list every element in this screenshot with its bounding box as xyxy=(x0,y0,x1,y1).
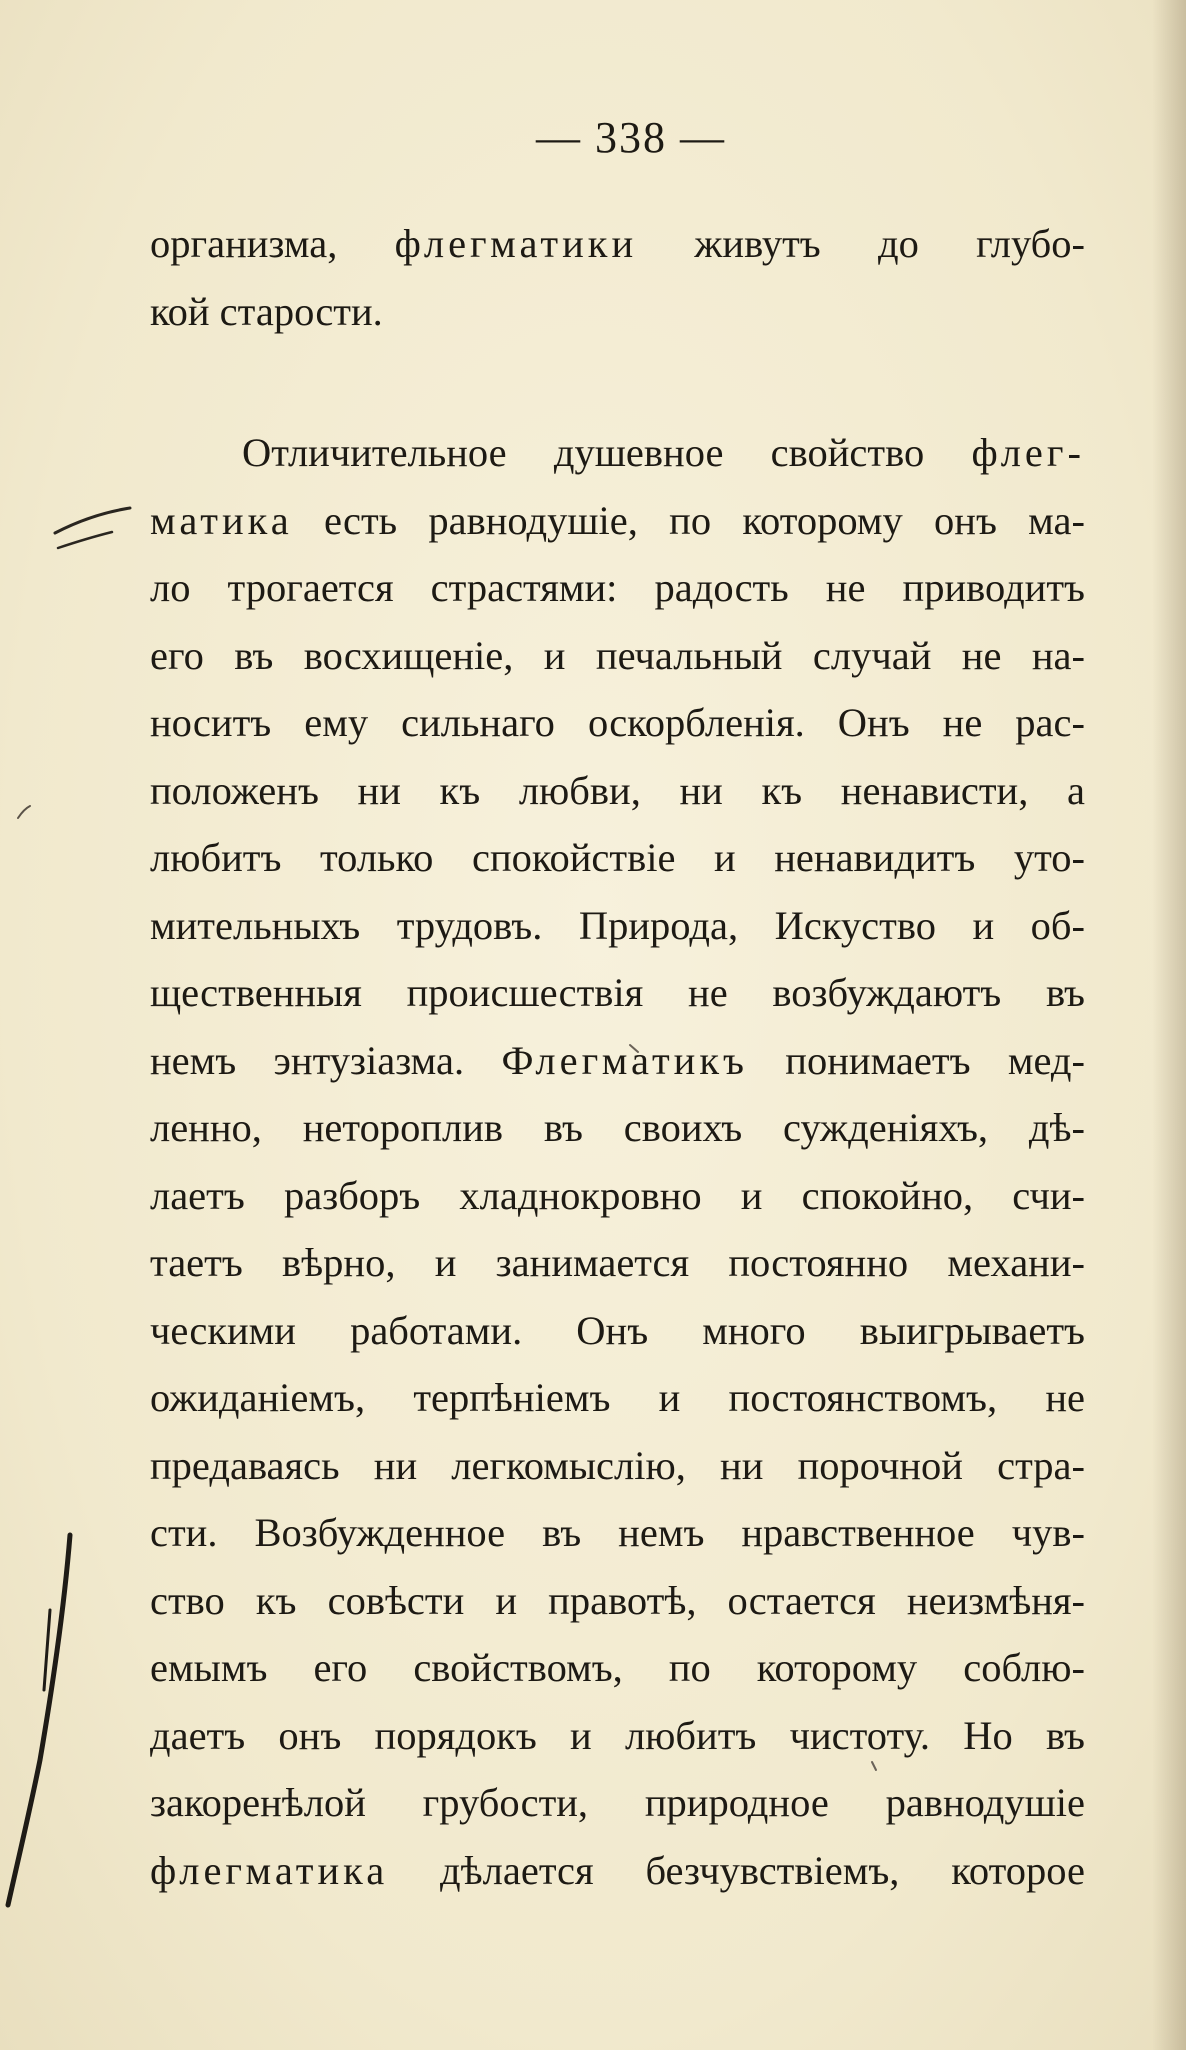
text-line: таетъ вѣрно, и занимается постоянно механи- xyxy=(150,1240,1085,1285)
text-line: ство къ совѣсти и правотѣ, остается неизмѣня- xyxy=(150,1577,1085,1623)
pencil-margin-bracket xyxy=(8,1535,70,1905)
text-line: носитъ ему сильнаго оскорбленія. Онъ не рас- xyxy=(150,700,1085,745)
text-line: положенъ ни къ любви, ни къ ненависти, а xyxy=(150,767,1085,813)
text-line: организма, флегматики живутъ до глубо- xyxy=(150,221,1086,266)
text-line: любитъ только спокойствіе и ненавидитъ уто- xyxy=(150,835,1085,880)
text-line: даетъ онъ порядокъ и любитъ чистоту. Но въ xyxy=(150,1712,1085,1758)
text-line: немъ энтузіазма. Флегматикъ понимаетъ мед- xyxy=(150,1037,1085,1083)
text-line: его въ восхищеніе, и печальный случай не на- xyxy=(150,632,1085,678)
page-edge-shadow xyxy=(1152,0,1186,2050)
text-line: мительныхъ трудовъ. Природа, Искуство и об- xyxy=(150,902,1085,948)
pencil-dash-mark xyxy=(55,508,130,533)
text-line: щественныя происшествія не возбуждаютъ въ xyxy=(150,970,1085,1015)
text-line: Отличительное душевное свойство флег- xyxy=(242,430,1085,475)
text-line: ленно, нетороплив въ своихъ сужденіяхъ, дѣ- xyxy=(150,1105,1085,1150)
text-line: ло трогается страстями: радость не приводитъ xyxy=(150,565,1085,610)
pencil-dash-mark xyxy=(18,806,30,818)
text-line: емымъ его свойствомъ, по которому соблю- xyxy=(150,1645,1085,1690)
text-line: лаетъ разборъ хладнокровно и спокойно, счи- xyxy=(150,1172,1085,1218)
text-line: закоренѣлой грубости, природное равнодушіе xyxy=(150,1780,1085,1825)
page-number: — 338 — xyxy=(536,113,726,162)
paragraph-gap xyxy=(150,345,1085,419)
pencil-dash-mark xyxy=(58,532,112,548)
text-line: кой старости. xyxy=(150,288,383,334)
text-line: сти. Возбужденное въ немъ нравственное чув- xyxy=(150,1510,1085,1555)
text-line: флегматика дѣлается безчувствіемъ, которое xyxy=(150,1847,1085,1893)
text-line: ческими работами. Онъ много выигрываетъ xyxy=(150,1307,1085,1353)
text-line: матика есть равнодушіе, по которому онъ ма- xyxy=(150,497,1085,543)
text-line: ожиданіемъ, терпѣніемъ и постоянствомъ, не xyxy=(150,1375,1085,1420)
body-text xyxy=(150,210,1085,1904)
text-line: предаваясь ни легкомыслію, ни порочной стра- xyxy=(150,1442,1085,1488)
pencil-margin-bracket xyxy=(44,1610,50,1690)
